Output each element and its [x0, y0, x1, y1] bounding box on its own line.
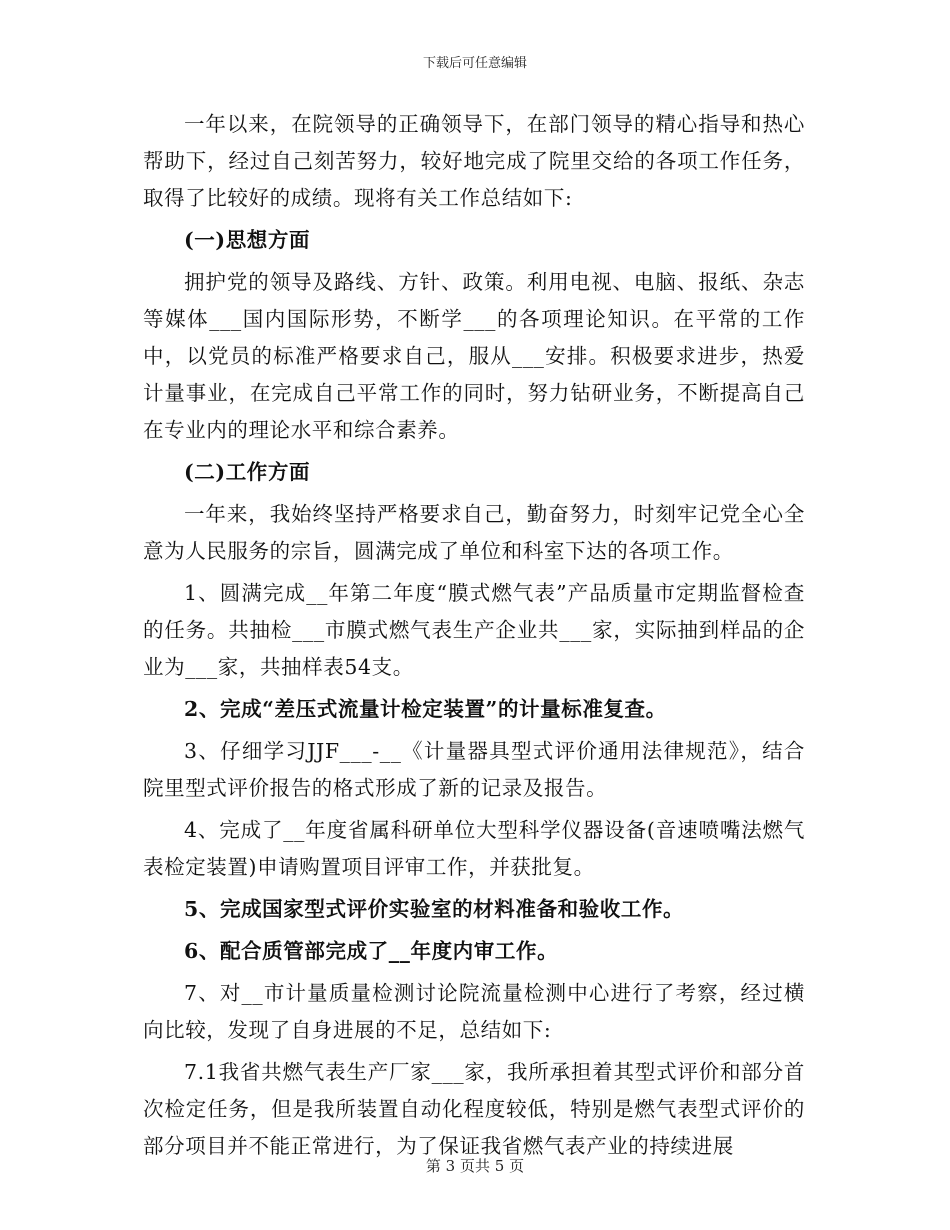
paragraph-item-4: 4、完成了__年度省属科研单位大型科学仪器设备(音速喷嘴法燃气表检定装置)申请购置项目评审工作，并获批复。: [143, 818, 805, 879]
paragraph-item-5: 5、完成国家型式评价实验室的材料准备和验收工作。: [184, 897, 685, 921]
paragraph-item-6: 6、配合质管部完成了__年度内审工作。: [184, 939, 559, 963]
heading-work: (二)工作方面: [184, 460, 311, 484]
paragraph-item-7: 7、对__市计量质量检测讨论院流量检测中心进行了考察，经过横向比较，发现了自身进展的不足，总结如下:: [143, 981, 805, 1042]
paragraph-item-1: 1、圆满完成__年第二年度“膜式燃气表”产品质量市定期监督检查的任务。共抽检___市膜式燃气表生产企业共___家，实际抽到样品的企业为___家，共抽样表54支。: [143, 581, 805, 679]
paragraph-intro: 一年以来，在院领导的正确领导下，在部门领导的精心指导和热心帮助下，经过自己刻苦努力，较好地完成了院里交给的各项工作任务，取得了比较好的成绩。现将有关工作总结如下:: [143, 112, 805, 210]
page-footer: 第 3 页共 5 页: [425, 1157, 525, 1175]
paragraph-item-3: 3、仔细学习JJF___-__《计量器具型式评价通用法律规范》，结合院里型式评价报告的格式形成了新的记录及报告。: [143, 739, 805, 800]
paragraph-ideology: 拥护党的领导及路线、方针、政策。利用电视、电脑、报纸、杂志等媒体___国内国际形势，不断学___的各项理论知识。在平常的工作中，以党员的标准严格要求自己，服从___安排。积极要求进步，热爱计量事业，在完成自己平常工作的同时，努力钻研业务，不断提高自己在专业内的理论水平和综合素养。: [143, 270, 805, 442]
paragraph-item-7-1: 7.1我省共燃气表生产厂家___家，我所承担着其型式评价和部分首次检定任务，但是我所装置自动化程度较低，特别是燃气表型式评价的部分项目并不能正常进行，为了保证我省燃气表产业的持续进展: [143, 1060, 805, 1158]
page-header: 下载后可任意编辑: [422, 56, 527, 71]
document-body: [143, 106, 805, 1165]
heading-ideology: (一)思想方面: [184, 228, 311, 252]
paragraph-item-2: 2、完成“差压式流量计检定装置”的计量标准复查。: [184, 697, 667, 721]
paragraph-work-intro: 一年来，我始终坚持严格要求自己，勤奋努力，时刻牢记党全心全意为人民服务的宗旨，圆满完成了单位和科室下达的各项工作。: [143, 502, 805, 563]
